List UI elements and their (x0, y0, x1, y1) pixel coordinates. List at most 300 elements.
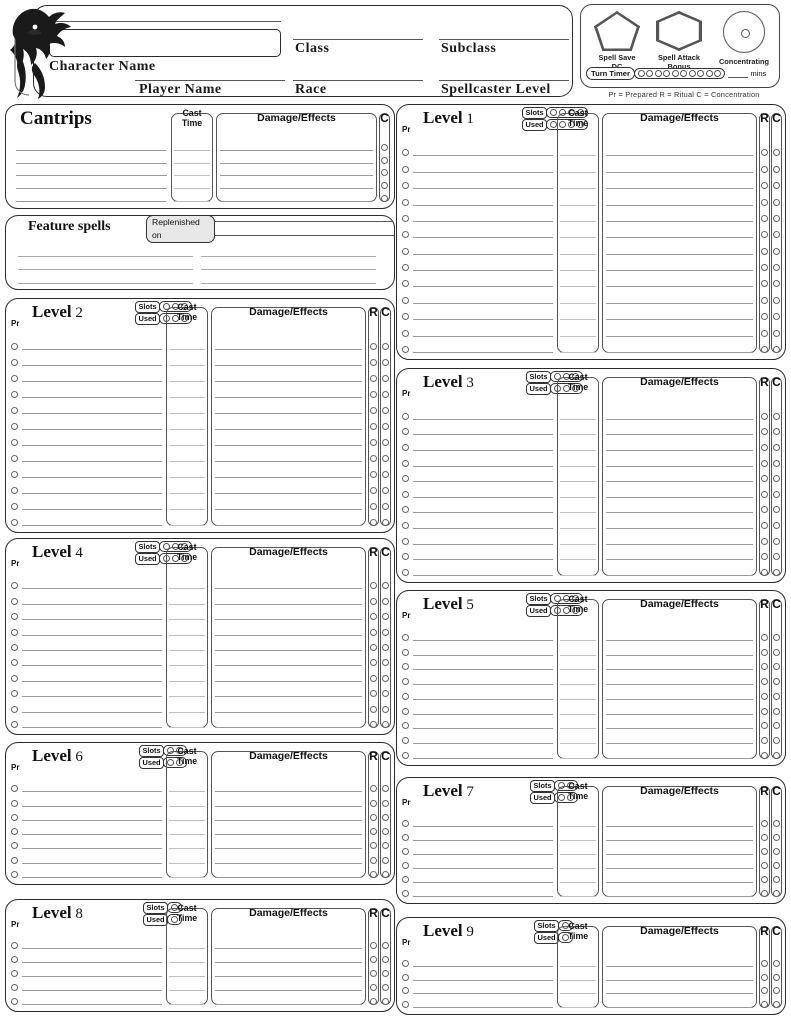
prepared-checkbox[interactable] (402, 460, 409, 467)
spell-name-line[interactable] (22, 962, 162, 963)
spell-name-line[interactable] (413, 434, 553, 435)
ritual-checkbox[interactable] (761, 553, 768, 560)
concentration-checkbox[interactable] (382, 998, 389, 1005)
spell-save-dc-group[interactable] (587, 11, 647, 71)
ritual-checkbox[interactable] (370, 871, 377, 878)
spell-name-line[interactable] (22, 863, 162, 864)
cast-time-line[interactable] (560, 826, 596, 827)
ritual-checkbox[interactable] (370, 956, 377, 963)
prepared-checkbox[interactable] (402, 1001, 409, 1008)
spell-name-line[interactable] (413, 882, 553, 883)
concentration-checkbox[interactable] (773, 834, 780, 841)
turn-timer-circle[interactable] (638, 70, 645, 77)
cast-time-line[interactable] (174, 175, 210, 176)
damage-effects-line[interactable] (215, 696, 362, 697)
prepared-checkbox[interactable] (402, 166, 409, 173)
concentration-checkbox[interactable] (773, 346, 780, 353)
cast-time-line[interactable] (560, 188, 596, 189)
replenished-on-input[interactable] (214, 221, 395, 236)
damage-effects-line[interactable] (215, 525, 362, 526)
prepared-checkbox[interactable] (11, 629, 18, 636)
cast-time-line[interactable] (560, 221, 596, 222)
prepared-checkbox[interactable] (402, 987, 409, 994)
cast-time-line[interactable] (560, 450, 596, 451)
concentration-checkbox[interactable] (773, 166, 780, 173)
ritual-checkbox[interactable] (370, 675, 377, 682)
damage-effects-line[interactable] (606, 896, 753, 897)
damage-effects-line[interactable] (606, 743, 753, 744)
cast-time-line[interactable] (560, 286, 596, 287)
damage-effects-line[interactable] (215, 461, 362, 462)
spell-name-line[interactable] (413, 286, 553, 287)
spell-name-line[interactable] (22, 665, 162, 666)
concentration-checkbox[interactable] (773, 313, 780, 320)
cast-time-line[interactable] (560, 854, 596, 855)
spell-name-line[interactable] (413, 854, 553, 855)
cast-time-line[interactable] (560, 684, 596, 685)
damage-effects-line[interactable] (215, 848, 362, 849)
ritual-checkbox[interactable] (761, 149, 768, 156)
damage-effects-line[interactable] (606, 254, 753, 255)
cast-time-line[interactable] (174, 201, 210, 202)
ritual-checkbox[interactable] (761, 166, 768, 173)
damage-effects-line[interactable] (215, 381, 362, 382)
cast-time-line[interactable] (560, 896, 596, 897)
cast-time-line[interactable] (560, 270, 596, 271)
cast-time-line[interactable] (560, 640, 596, 641)
concentration-checkbox[interactable] (382, 857, 389, 864)
spell-name-line[interactable] (413, 155, 553, 156)
spell-name-line[interactable] (22, 976, 162, 977)
cast-time-line[interactable] (560, 352, 596, 353)
ritual-checkbox[interactable] (761, 987, 768, 994)
concentration-checkbox[interactable] (382, 828, 389, 835)
prepared-checkbox[interactable] (11, 956, 18, 963)
concentration-checkbox[interactable] (773, 569, 780, 576)
cast-time-line[interactable] (560, 575, 596, 576)
cast-time-line[interactable] (560, 497, 596, 498)
concentration-checkbox[interactable] (773, 649, 780, 656)
damage-effects-line[interactable] (220, 163, 373, 164)
spell-name-line[interactable] (16, 175, 167, 176)
concentration-checkbox[interactable] (382, 375, 389, 382)
cast-time-line[interactable] (169, 429, 205, 430)
damage-effects-line[interactable] (606, 559, 753, 560)
cast-time-line[interactable] (169, 413, 205, 414)
spell-name-line[interactable] (22, 509, 162, 510)
prepared-checkbox[interactable] (402, 752, 409, 759)
prepared-checkbox[interactable] (11, 785, 18, 792)
damage-effects-line[interactable] (606, 286, 753, 287)
ritual-checkbox[interactable] (370, 359, 377, 366)
prepared-checkbox[interactable] (11, 675, 18, 682)
cast-time-line[interactable] (169, 525, 205, 526)
cast-time-line[interactable] (560, 728, 596, 729)
ritual-checkbox[interactable] (761, 649, 768, 656)
spell-name-line[interactable] (413, 254, 553, 255)
spell-name-line[interactable] (413, 714, 553, 715)
cast-time-line[interactable] (169, 712, 205, 713)
prepared-checkbox[interactable] (11, 942, 18, 949)
prepared-checkbox[interactable] (402, 974, 409, 981)
ritual-checkbox[interactable] (370, 487, 377, 494)
concentration-checkbox[interactable] (773, 413, 780, 420)
concentration-checkbox[interactable] (382, 956, 389, 963)
concentration-checkbox[interactable] (382, 407, 389, 414)
spell-name-line[interactable] (22, 696, 162, 697)
damage-effects-line[interactable] (606, 728, 753, 729)
prepared-checkbox[interactable] (11, 828, 18, 835)
replenished-on-group[interactable] (146, 216, 395, 240)
cast-time-line[interactable] (169, 381, 205, 382)
ritual-checkbox[interactable] (370, 942, 377, 949)
feature-spell-line[interactable] (201, 283, 376, 284)
prepared-checkbox[interactable] (402, 693, 409, 700)
ritual-checkbox[interactable] (761, 264, 768, 271)
damage-effects-line[interactable] (220, 201, 373, 202)
concentration-checkbox[interactable] (382, 582, 389, 589)
ritual-checkbox[interactable] (370, 690, 377, 697)
damage-effects-line[interactable] (215, 712, 362, 713)
cast-time-line[interactable] (560, 237, 596, 238)
prepared-checkbox[interactable] (402, 248, 409, 255)
damage-effects-line[interactable] (606, 434, 753, 435)
damage-effects-line[interactable] (606, 497, 753, 498)
ritual-checkbox[interactable] (761, 663, 768, 670)
spell-name-line[interactable] (22, 461, 162, 462)
concentration-checkbox[interactable] (382, 984, 389, 991)
prepared-checkbox[interactable] (11, 598, 18, 605)
damage-effects-line[interactable] (606, 303, 753, 304)
ritual-checkbox[interactable] (761, 491, 768, 498)
damage-effects-line[interactable] (215, 948, 362, 949)
ritual-checkbox[interactable] (761, 280, 768, 287)
spell-name-line[interactable] (413, 303, 553, 304)
spell-name-line[interactable] (413, 221, 553, 222)
damage-effects-line[interactable] (215, 877, 362, 878)
spell-name-line[interactable] (413, 497, 553, 498)
cast-time-line[interactable] (169, 509, 205, 510)
ritual-checkbox[interactable] (370, 814, 377, 821)
cast-time-line[interactable] (174, 150, 210, 151)
spell-name-line[interactable] (413, 728, 553, 729)
ritual-checkbox[interactable] (761, 974, 768, 981)
ritual-checkbox[interactable] (761, 413, 768, 420)
cast-time-line[interactable] (169, 962, 205, 963)
ritual-checkbox[interactable] (370, 455, 377, 462)
damage-effects-line[interactable] (606, 512, 753, 513)
damage-effects-line[interactable] (606, 699, 753, 700)
feature-spell-line[interactable] (201, 256, 376, 257)
concentration-checkbox[interactable] (382, 519, 389, 526)
ritual-checkbox[interactable] (370, 375, 377, 382)
cast-time-line[interactable] (169, 820, 205, 821)
ritual-checkbox[interactable] (761, 538, 768, 545)
ritual-checkbox[interactable] (761, 960, 768, 967)
cast-time-line[interactable] (169, 681, 205, 682)
concentration-checkbox[interactable] (773, 820, 780, 827)
damage-effects-line[interactable] (606, 684, 753, 685)
damage-effects-line[interactable] (215, 834, 362, 835)
cast-time-line[interactable] (169, 588, 205, 589)
prepared-checkbox[interactable] (11, 800, 18, 807)
cast-time-line[interactable] (169, 696, 205, 697)
damage-effects-line[interactable] (606, 155, 753, 156)
spell-name-line[interactable] (16, 150, 167, 151)
ritual-checkbox[interactable] (761, 522, 768, 529)
spell-name-line[interactable] (413, 270, 553, 271)
damage-effects-line[interactable] (606, 714, 753, 715)
damage-effects-line[interactable] (215, 806, 362, 807)
ritual-checkbox[interactable] (761, 460, 768, 467)
cast-time-line[interactable] (169, 397, 205, 398)
prepared-checkbox[interactable] (11, 706, 18, 713)
concentration-checkbox[interactable] (773, 444, 780, 451)
damage-effects-line[interactable] (215, 635, 362, 636)
ritual-checkbox[interactable] (370, 391, 377, 398)
prepared-checkbox[interactable] (11, 690, 18, 697)
concentration-checkbox[interactable] (773, 693, 780, 700)
prepared-checkbox[interactable] (402, 475, 409, 482)
cast-time-line[interactable] (560, 419, 596, 420)
ritual-checkbox[interactable] (370, 503, 377, 510)
damage-effects-line[interactable] (215, 365, 362, 366)
ritual-checkbox[interactable] (761, 820, 768, 827)
prepared-checkbox[interactable] (402, 876, 409, 883)
ritual-checkbox[interactable] (761, 182, 768, 189)
damage-effects-line[interactable] (215, 791, 362, 792)
prepared-checkbox[interactable] (402, 663, 409, 670)
spell-name-line[interactable] (413, 528, 553, 529)
cast-time-line[interactable] (560, 205, 596, 206)
prepared-checkbox[interactable] (402, 297, 409, 304)
damage-effects-line[interactable] (215, 650, 362, 651)
spell-name-line[interactable] (22, 445, 162, 446)
ritual-checkbox[interactable] (370, 800, 377, 807)
ritual-checkbox[interactable] (761, 722, 768, 729)
cast-time-line[interactable] (560, 172, 596, 173)
concentration-checkbox[interactable] (773, 553, 780, 560)
concentration-checkbox[interactable] (773, 215, 780, 222)
concentration-checkbox[interactable] (773, 538, 780, 545)
cast-time-line[interactable] (169, 976, 205, 977)
cast-time-line[interactable] (560, 528, 596, 529)
damage-effects-line[interactable] (215, 1004, 362, 1005)
concentration-checkbox[interactable] (773, 460, 780, 467)
spell-name-line[interactable] (413, 758, 553, 759)
cast-time-line[interactable] (169, 877, 205, 878)
concentration-checkbox[interactable] (773, 752, 780, 759)
ritual-checkbox[interactable] (761, 231, 768, 238)
cast-time-line[interactable] (560, 319, 596, 320)
spell-name-line[interactable] (22, 588, 162, 589)
ritual-checkbox[interactable] (370, 598, 377, 605)
prepared-checkbox[interactable] (402, 834, 409, 841)
damage-effects-line[interactable] (220, 175, 373, 176)
spell-name-line[interactable] (22, 365, 162, 366)
damage-effects-line[interactable] (606, 758, 753, 759)
spell-name-line[interactable] (16, 201, 167, 202)
concentration-checkbox[interactable] (773, 634, 780, 641)
spell-name-line[interactable] (413, 840, 553, 841)
cast-time-line[interactable] (560, 714, 596, 715)
cast-time-line[interactable] (169, 834, 205, 835)
damage-effects-line[interactable] (215, 588, 362, 589)
cast-time-line[interactable] (169, 349, 205, 350)
turn-timer-mins-input[interactable] (728, 70, 748, 78)
prepared-checkbox[interactable] (11, 503, 18, 510)
spell-name-line[interactable] (22, 525, 162, 526)
prepared-checkbox[interactable] (402, 346, 409, 353)
spell-name-line[interactable] (413, 319, 553, 320)
ritual-checkbox[interactable] (370, 582, 377, 589)
damage-effects-line[interactable] (606, 544, 753, 545)
concentration-checkbox[interactable] (382, 871, 389, 878)
cast-time-line[interactable] (560, 559, 596, 560)
ritual-checkbox[interactable] (370, 984, 377, 991)
prepared-checkbox[interactable] (402, 569, 409, 576)
prepared-checkbox[interactable] (402, 960, 409, 967)
ritual-checkbox[interactable] (761, 862, 768, 869)
ritual-checkbox[interactable] (761, 199, 768, 206)
spell-name-line[interactable] (413, 575, 553, 576)
spell-name-line[interactable] (22, 820, 162, 821)
spell-name-line[interactable] (22, 877, 162, 878)
prepared-checkbox[interactable] (11, 644, 18, 651)
ritual-checkbox[interactable] (370, 439, 377, 446)
concentration-checkbox[interactable] (773, 182, 780, 189)
cast-time-line[interactable] (560, 1007, 596, 1008)
damage-effects-line[interactable] (215, 990, 362, 991)
ritual-checkbox[interactable] (370, 471, 377, 478)
ritual-checkbox[interactable] (761, 834, 768, 841)
spell-name-line[interactable] (22, 806, 162, 807)
prepared-checkbox[interactable] (402, 413, 409, 420)
damage-effects-line[interactable] (215, 820, 362, 821)
concentration-checkbox[interactable] (382, 706, 389, 713)
damage-effects-line[interactable] (606, 188, 753, 189)
spell-name-line[interactable] (413, 559, 553, 560)
spell-name-line[interactable] (413, 336, 553, 337)
prepared-checkbox[interactable] (402, 649, 409, 656)
spell-name-line[interactable] (22, 413, 162, 414)
cast-time-line[interactable] (169, 619, 205, 620)
cast-time-line[interactable] (560, 980, 596, 981)
ritual-checkbox[interactable] (761, 475, 768, 482)
ritual-checkbox[interactable] (370, 343, 377, 350)
concentration-checkbox[interactable] (382, 423, 389, 430)
prepared-checkbox[interactable] (402, 215, 409, 222)
ritual-checkbox[interactable] (761, 876, 768, 883)
concentration-checkbox[interactable] (381, 144, 388, 151)
damage-effects-line[interactable] (606, 466, 753, 467)
concentration-checkbox[interactable] (382, 391, 389, 398)
prepared-checkbox[interactable] (402, 708, 409, 715)
ritual-checkbox[interactable] (761, 752, 768, 759)
damage-effects-line[interactable] (215, 863, 362, 864)
prepared-checkbox[interactable] (11, 721, 18, 728)
cast-time-line[interactable] (560, 758, 596, 759)
prepared-checkbox[interactable] (402, 722, 409, 729)
concentration-checkbox[interactable] (382, 814, 389, 821)
cast-time-line[interactable] (169, 365, 205, 366)
ritual-checkbox[interactable] (761, 634, 768, 641)
turn-timer-row[interactable] (586, 67, 776, 80)
cast-time-line[interactable] (560, 254, 596, 255)
ritual-checkbox[interactable] (370, 613, 377, 620)
concentration-checkbox[interactable] (773, 862, 780, 869)
damage-effects-line[interactable] (606, 419, 753, 420)
damage-effects-line[interactable] (606, 221, 753, 222)
prepared-checkbox[interactable] (11, 471, 18, 478)
ritual-checkbox[interactable] (761, 215, 768, 222)
concentration-checkbox[interactable] (773, 663, 780, 670)
damage-effects-line[interactable] (606, 655, 753, 656)
prepared-checkbox[interactable] (402, 538, 409, 545)
spell-name-line[interactable] (413, 419, 553, 420)
spell-name-line[interactable] (22, 397, 162, 398)
concentration-checkbox[interactable] (773, 506, 780, 513)
spell-name-line[interactable] (22, 650, 162, 651)
spell-name-line[interactable] (413, 896, 553, 897)
concentration-checkbox[interactable] (382, 721, 389, 728)
concentration-checkbox[interactable] (382, 800, 389, 807)
cast-time-line[interactable] (560, 882, 596, 883)
damage-effects-line[interactable] (606, 669, 753, 670)
prepared-checkbox[interactable] (402, 506, 409, 513)
prepared-checkbox[interactable] (11, 423, 18, 430)
spell-name-line[interactable] (413, 868, 553, 869)
spell-name-line[interactable] (413, 237, 553, 238)
prepared-checkbox[interactable] (11, 970, 18, 977)
cast-time-line[interactable] (169, 650, 205, 651)
feature-spell-line[interactable] (18, 283, 193, 284)
ritual-checkbox[interactable] (370, 785, 377, 792)
concentration-checkbox[interactable] (382, 471, 389, 478)
prepared-checkbox[interactable] (11, 439, 18, 446)
prepared-checkbox[interactable] (11, 613, 18, 620)
concentration-checkbox[interactable] (773, 330, 780, 337)
spell-name-line[interactable] (22, 349, 162, 350)
spell-name-line[interactable] (22, 834, 162, 835)
cast-time-line[interactable] (560, 512, 596, 513)
damage-effects-line[interactable] (215, 477, 362, 478)
cast-time-line[interactable] (169, 948, 205, 949)
ritual-checkbox[interactable] (761, 346, 768, 353)
prepared-checkbox[interactable] (402, 264, 409, 271)
concentration-checkbox[interactable] (382, 644, 389, 651)
ritual-checkbox[interactable] (761, 693, 768, 700)
concentration-checkbox[interactable] (773, 722, 780, 729)
prepared-checkbox[interactable] (11, 455, 18, 462)
prepared-checkbox[interactable] (11, 391, 18, 398)
cast-time-line[interactable] (169, 604, 205, 605)
prepared-checkbox[interactable] (11, 814, 18, 821)
turn-timer-circle[interactable] (706, 70, 713, 77)
concentration-checkbox[interactable] (382, 503, 389, 510)
spell-attack-bonus-group[interactable] (649, 11, 709, 71)
ritual-checkbox[interactable] (761, 890, 768, 897)
cast-time-line[interactable] (169, 791, 205, 792)
spell-name-line[interactable] (16, 188, 167, 189)
concentration-checkbox[interactable] (382, 785, 389, 792)
cast-time-line[interactable] (560, 303, 596, 304)
damage-effects-line[interactable] (606, 854, 753, 855)
prepared-checkbox[interactable] (402, 444, 409, 451)
concentration-checkbox[interactable] (773, 737, 780, 744)
damage-effects-line[interactable] (215, 604, 362, 605)
turn-timer-circle[interactable] (655, 70, 662, 77)
